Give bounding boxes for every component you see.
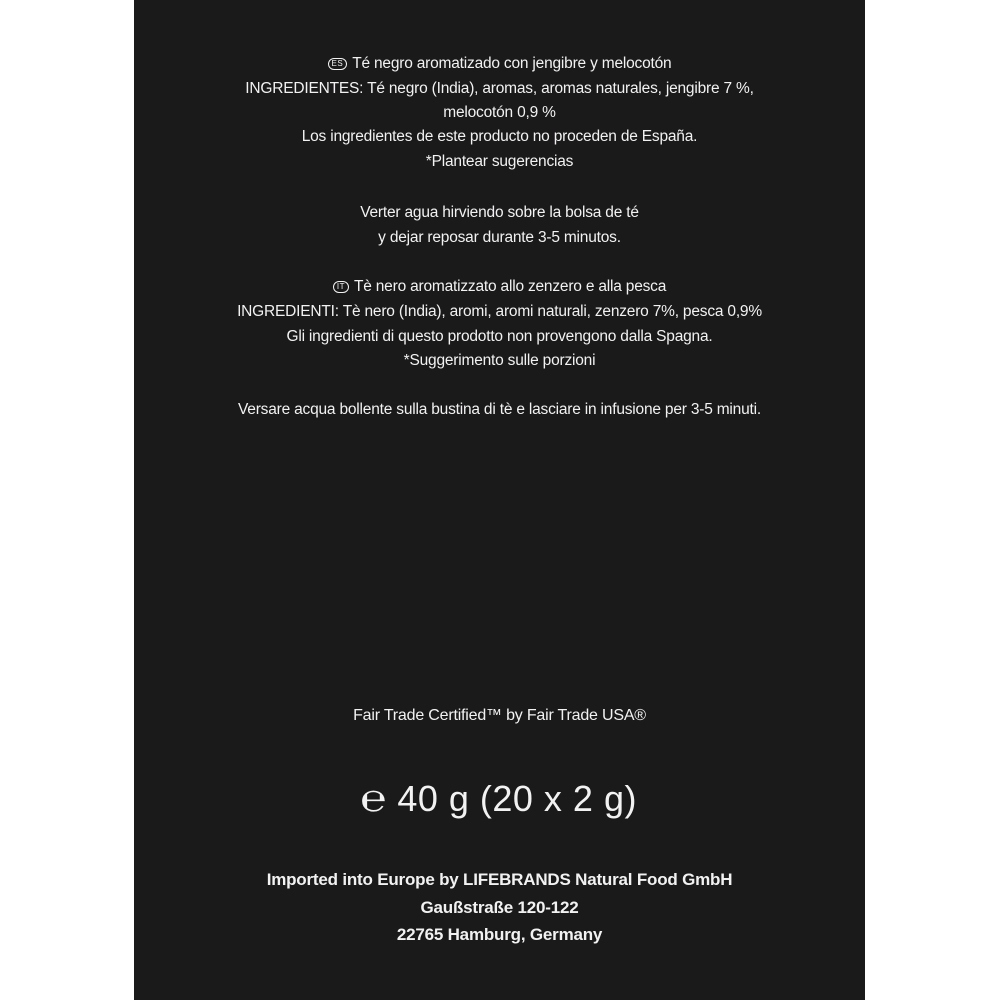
- packaging-back-panel: [134, 0, 865, 1000]
- es-language-badge: ES: [328, 58, 348, 70]
- importer-city: 22765 Hamburg, Germany: [396, 925, 603, 944]
- it-ingredients: INGREDIENTI: Tè nero (India), aromi, aromi naturali, zenzero 7%, pesca 0,9%: [237, 303, 762, 320]
- estimated-sign-icon: ℮: [360, 776, 388, 820]
- net-weight-value: 40 g (20 x 2 g): [397, 778, 637, 819]
- es-serving-note: *Plantear sugerencias: [425, 153, 574, 170]
- importer-line: Imported into Europe by LIFEBRANDS Natural Food GmbH: [266, 870, 733, 889]
- it-preparation: Versare acqua bollente sulla bustina di tè e lasciare in infusione per 3-5 minuti.: [238, 401, 761, 418]
- it-serving-note: *Suggerimento sulle porzioni: [403, 352, 596, 369]
- es-ingredients-line-2: melocotón 0,9 %: [443, 104, 556, 121]
- es-title-line: [134, 54, 865, 74]
- es-preparation-line-2: y dejar reposar durante 3-5 minutos.: [378, 229, 621, 246]
- it-origin-note: Gli ingredienti di questo prodotto non provengono dalla Spagna.: [286, 328, 713, 345]
- net-weight: [134, 776, 865, 821]
- es-preparation-line-1: Verter agua hirviendo sobre la bolsa de té: [360, 204, 639, 221]
- es-origin-note: Los ingredientes de este producto no proceden de España.: [301, 128, 698, 145]
- es-product-title: Té negro aromatizado con jengibre y melocotón: [352, 55, 672, 72]
- es-ingredients-line-1: INGREDIENTES: Té negro (India), aromas, aromas naturales, jengibre 7 %,: [245, 80, 754, 97]
- it-language-badge: IT: [333, 281, 349, 293]
- fair-trade-certification: Fair Trade Certified™ by Fair Trade USA®: [353, 707, 646, 724]
- importer-street: Gaußstraße 120-122: [420, 898, 579, 917]
- it-product-title: Tè nero aromatizzato allo zenzero e alla pesca: [353, 278, 667, 295]
- it-title-line: [134, 277, 865, 297]
